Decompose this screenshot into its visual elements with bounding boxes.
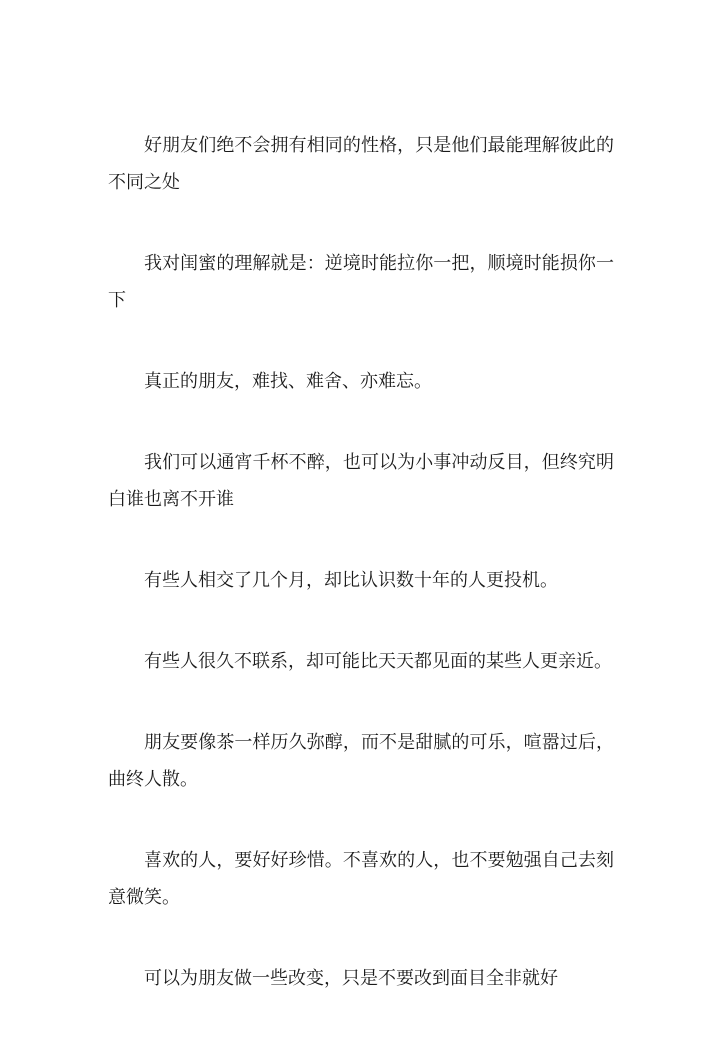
paragraph-4: 我们可以通宵千杯不醉，也可以为小事冲动反目，但终究明白谁也离不开谁 [108, 452, 614, 510]
paragraph-3: 真正的朋友，难找、难舍、亦难忘。 [144, 371, 432, 392]
paragraph-7: 朋友要像茶一样历久弥醇，而不是甜腻的可乐，喧嚣过后，曲终人散。 [108, 732, 614, 790]
document-page [108, 127, 614, 1041]
paragraph-2: 我对闺蜜的理解就是：逆境时能拉你一把，顺境时能损你一下 [108, 253, 614, 311]
paragraph-9: 可以为朋友做一些改变，只是不要改到面目全非就好 [144, 968, 558, 989]
paragraph-1: 好朋友们绝不会拥有相同的性格，只是他们最能理解彼此的不同之处 [108, 135, 614, 193]
paragraph-5: 有些人相交了几个月，却比认识数十年的人更投机。 [144, 570, 558, 591]
paragraph-6: 有些人很久不联系，却可能比天天都见面的某些人更亲近。 [144, 651, 612, 672]
paragraph-8: 喜欢的人，要好好珍惜。不喜欢的人，也不要勉强自己去刻意微笑。 [108, 850, 614, 908]
